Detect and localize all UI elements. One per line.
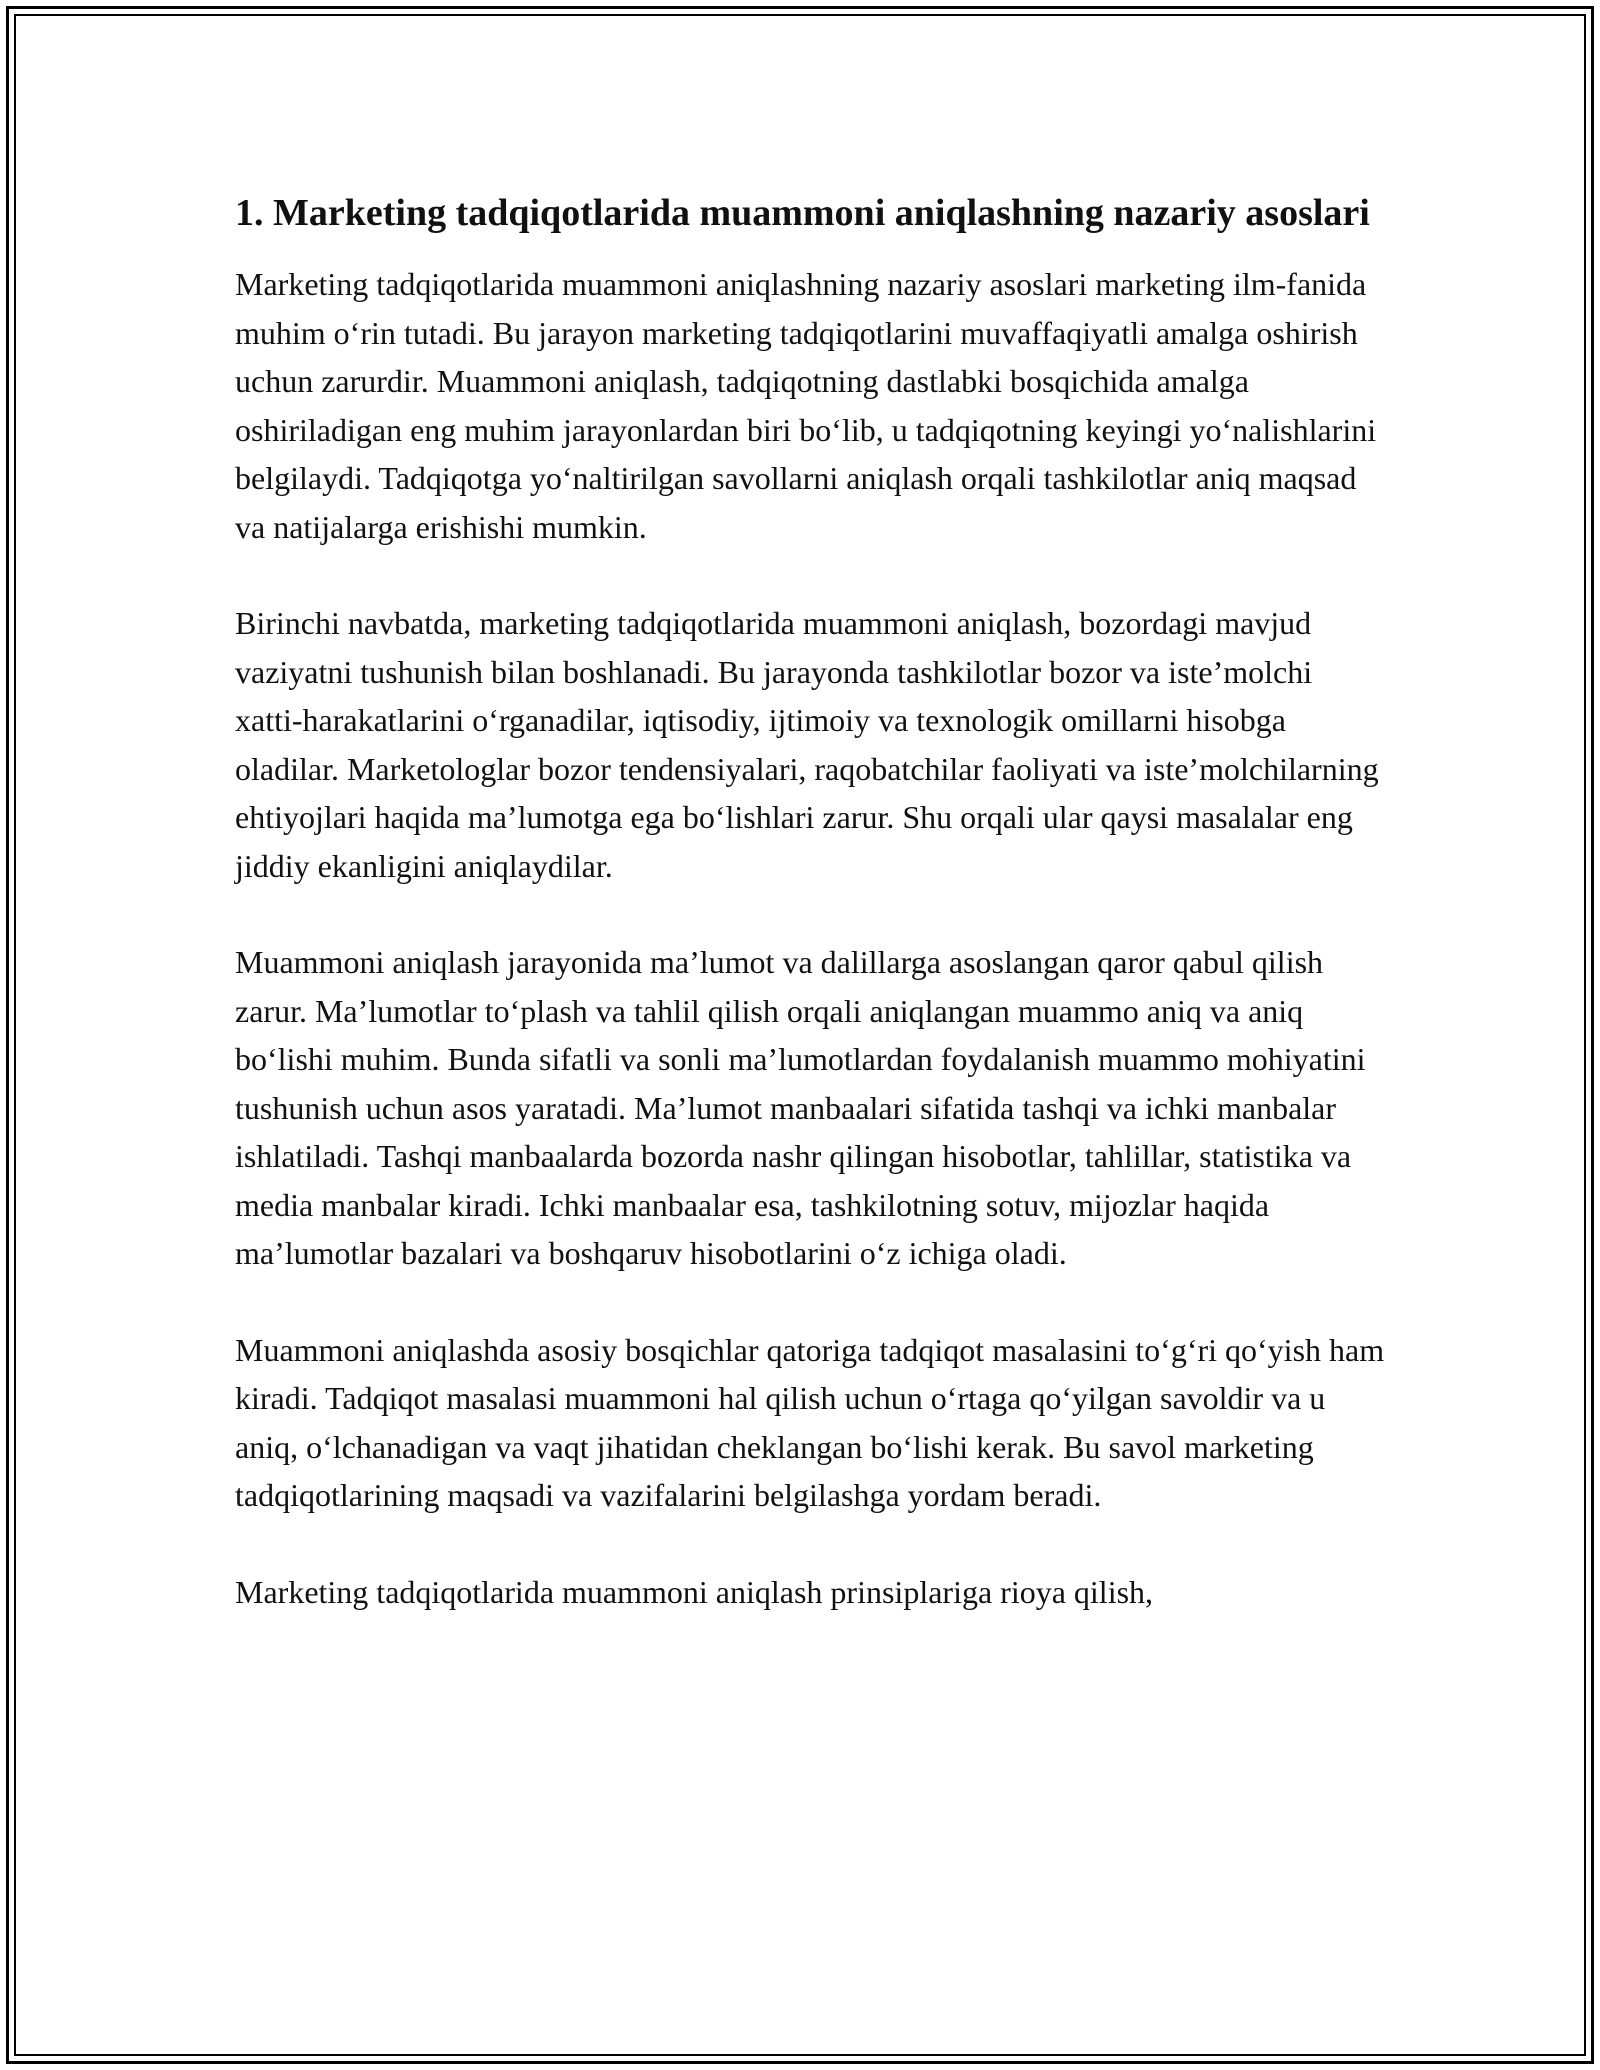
paragraph-2: Birinchi navbatda, marketing tadqiqotlarida muammoni aniqlash, bozordagi mavjud vaziyatni tushunish bilan boshlanadi. Bu jarayonda tashkilotlar bozor va iste’molchi xatti-harakatlarini o‘rganadilar, iqtisodiy, ijtimoiy va texnologik omillarni hisobga oladilar. Marketologlar bozor tendensiyalari, raqobatchilar faoliyati va iste’molchilarning ehtiyojlari haqida ma’lumotga ega bo‘lishlari zarur. Shu orqali ular qaysi masalalar eng jiddiy ekanligini aniqlaydilar. <box>235 605 1379 884</box>
paragraph-3: Muammoni aniqlash jarayonida ma’lumot va dalillarga asoslangan qaror qabul qilish zarur. Ma’lumotlar to‘plash va tahlil qilish orqali aniqlangan muammo aniq va aniq bo‘lishi muhim. Bunda sifatli va sonli ma’lumotlardan foydalanish muammo mohiyatini tushunish uchun asos yaratadi. Ma’lumot manbaalari sifatida tashqi va ichki manbalar ishlatiladi. Tashqi manbaalarda bozorda nashr qilingan hisobotlar, tahlillar, statistika va media manbalar kiradi. Ichki manbaalar esa, tashkilotning sotuv, mijozlar haqida ma’lumotlar bazalari va boshqaruv hisobotlarini o‘z ichiga oladi. <box>235 944 1366 1271</box>
paragraph-5: Marketing tadqiqotlarida muammoni aniqlash prinsiplariga rioya qilish, <box>235 1573 1154 1610</box>
paragraph-4: Muammoni aniqlashda asosiy bosqichlar qatoriga tadqiqot masalasini to‘g‘ri qo‘yish ham kiradi. Tadqiqot masalasi muammoni hal qilish uchun o‘rtaga qo‘yilgan savoldir va u aniq, o‘lchanadigan va vaqt jihatidan cheklangan bo‘lishi kerak. Bu savol marketing tadqiqotlarining maqsadi va vazifalarini belgilashga yordam beradi. <box>235 1331 1385 1513</box>
document-page <box>235 186 1385 1664</box>
section-heading: 1. Marketing tadqiqotlarida muammoni aniqlashning nazariy asoslari <box>235 192 1370 234</box>
paragraph-1: Marketing tadqiqotlarida muammoni aniqlashning nazariy asoslari marketing ilm-fanida muhim o‘rin tutadi. Bu jarayon marketing tadqiqotlarini muvaffaqiyatli amalga oshirish uchun zarurdir. Muammoni aniqlash, tadqiqotning dastlabki bosqichida amalga oshiriladigan eng muhim jarayonlardan biri bo‘lib, u tadqiqotning keyingi yo‘nalishlarini belgilaydi. Tadqiqotga yo‘naltirilgan savollarni aniqlash orqali tashkilotlar aniq maqsad va natijalarga erishishi mumkin. <box>235 266 1377 545</box>
